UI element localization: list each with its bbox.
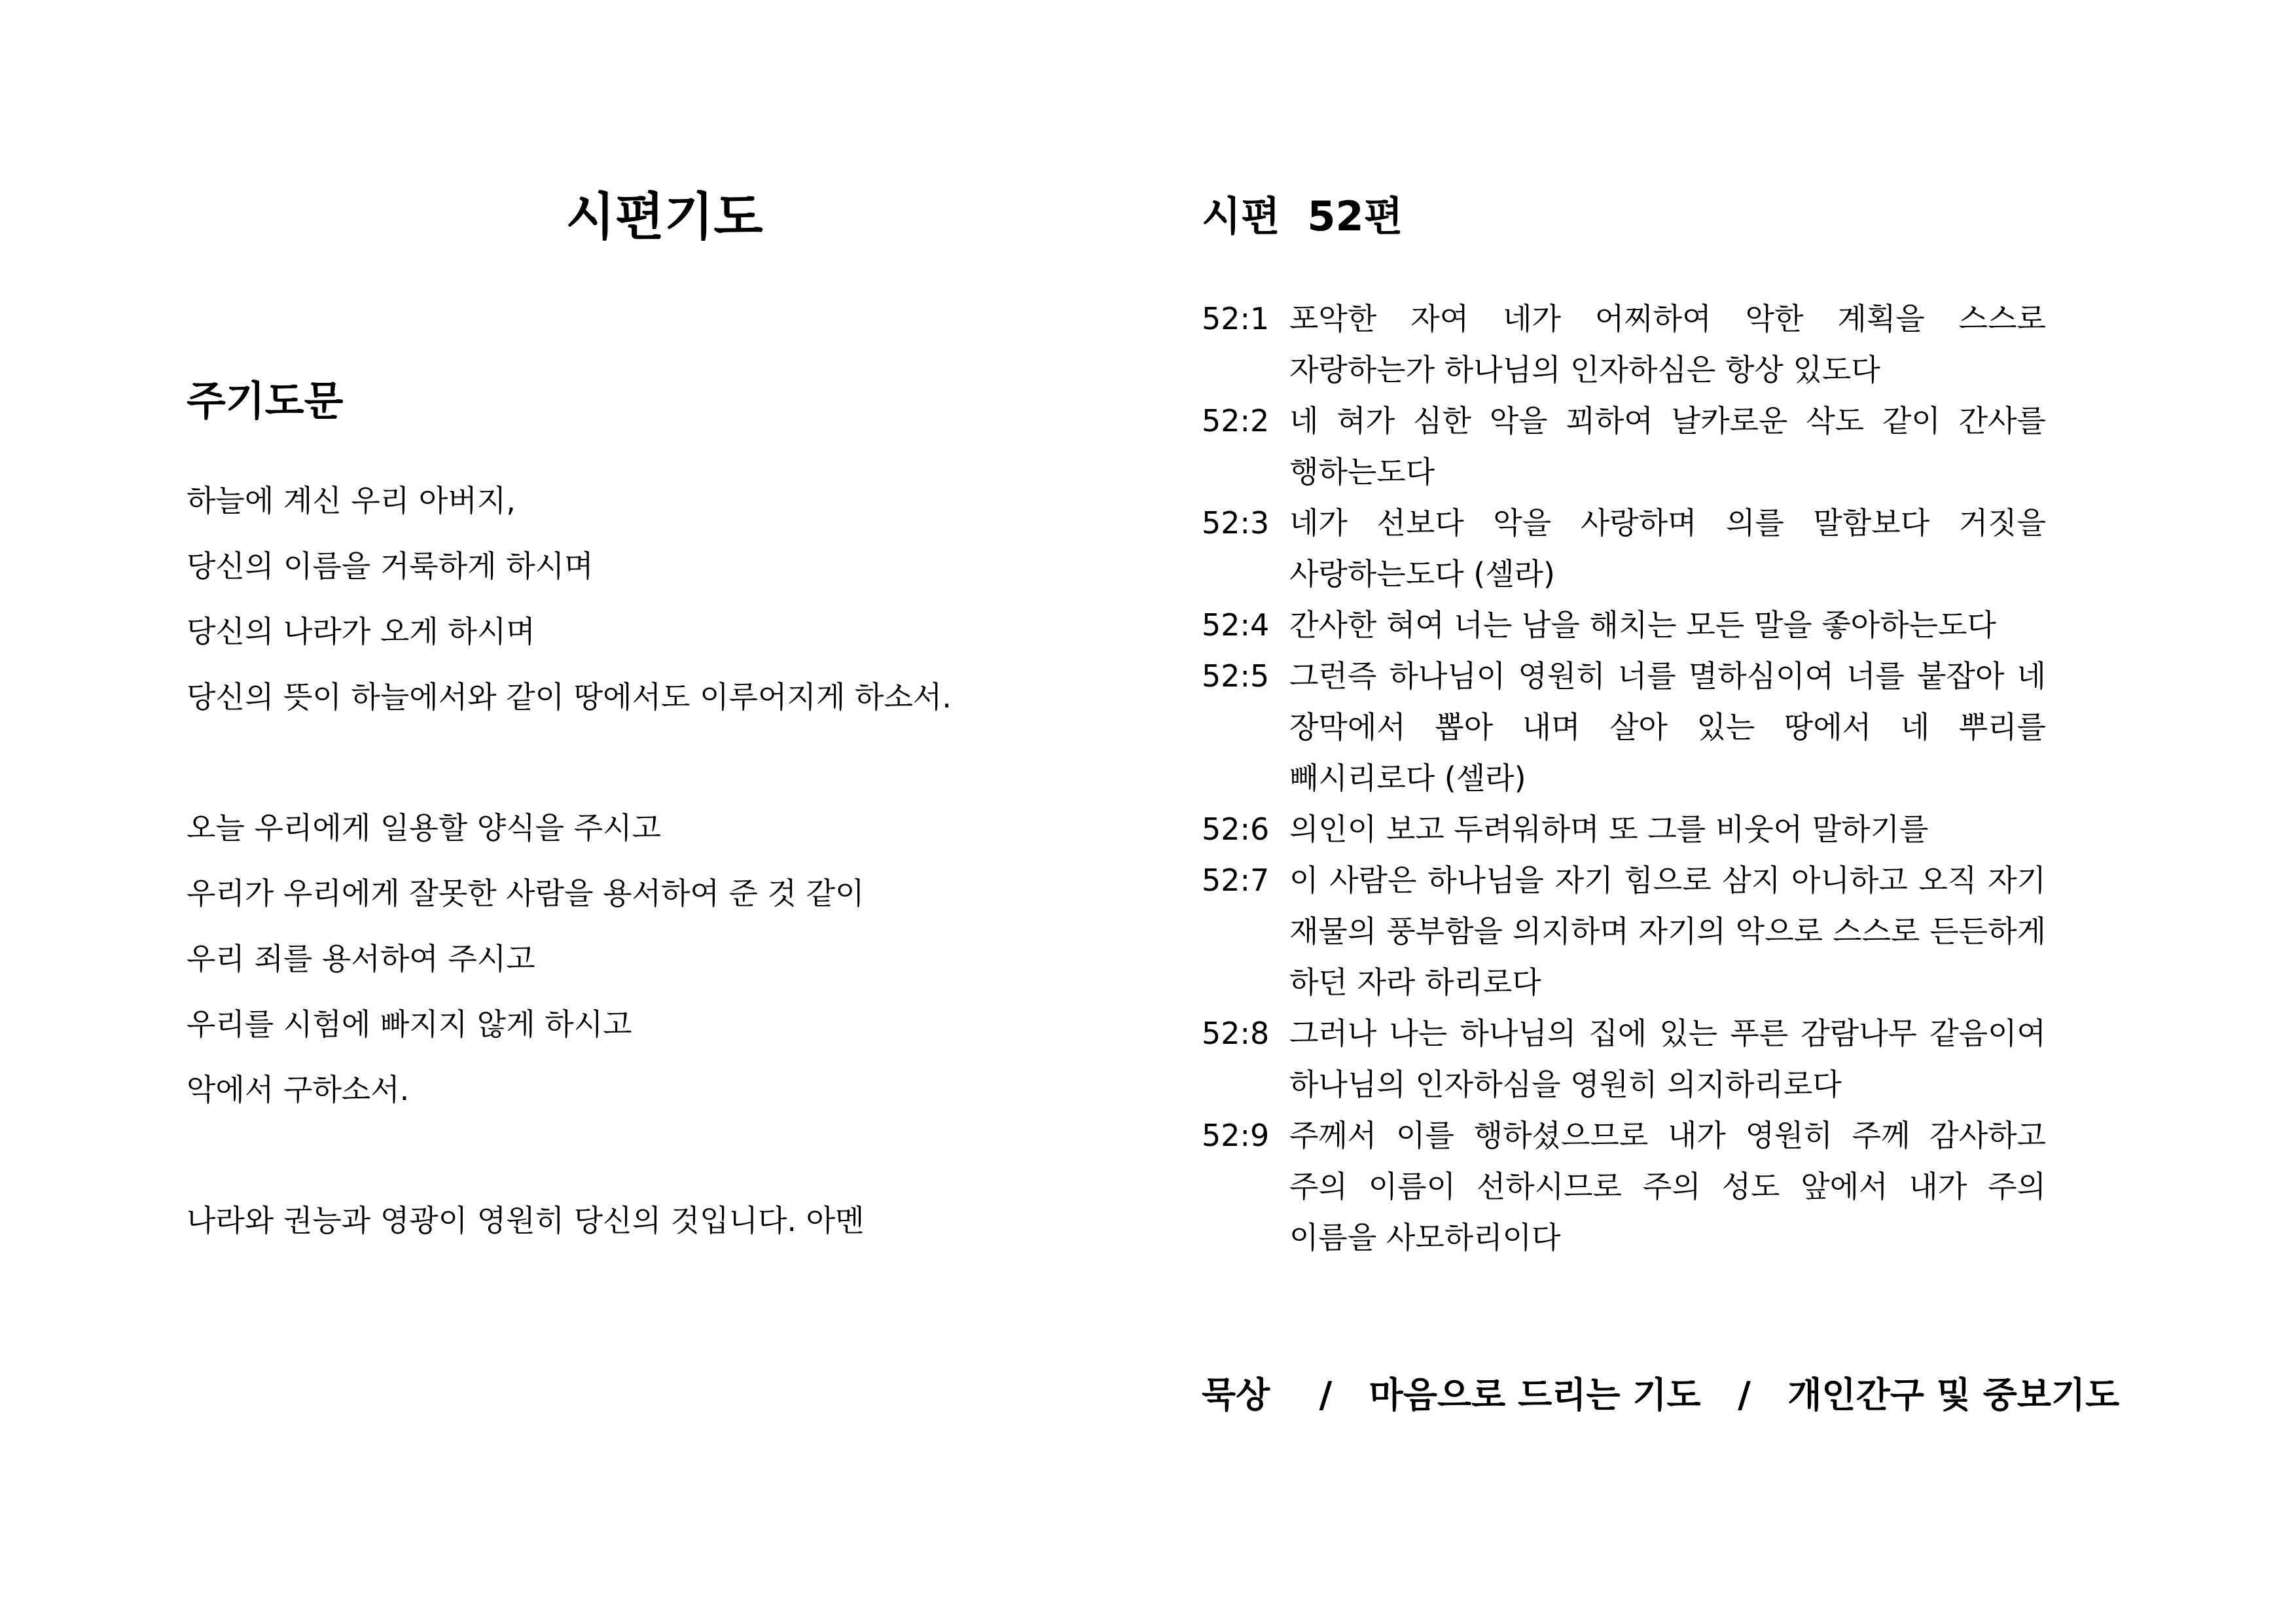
verse-number: 52:3: [1202, 505, 1270, 541]
prayer-line: 당신의 나라가 오게 하시며: [187, 614, 535, 649]
worship-order-footer: 묵상 / 마음으로 드리는 기도 / 개인간구 및 중보기도: [1202, 1374, 2120, 1416]
prayer-line: 우리 죄를 용서하여 주시고: [187, 941, 535, 976]
verse-text: 그러나 나는 하나님의 집에 있는 푸른 감람나무 같음이여 하나님의 인자하심을 영원히 의지하리로다: [1289, 1016, 2046, 1102]
verse-number: 52:5: [1202, 658, 1270, 694]
verse-text: 이 사람은 하나님을 자기 힘으로 삼지 아니하고 오직 자기 재물의 풍부함을 의지하며 자기의 악으로 스스로 든든하게 하던 자라 하리로다: [1289, 863, 2046, 1000]
verse-number: 52:7: [1202, 863, 1270, 898]
prayer-line: 우리를 시험에 빠지지 않게 하시고: [187, 1007, 632, 1042]
lords-prayer-heading: 주기도문: [187, 377, 344, 425]
verse-text: 네 혀가 심한 악을 꾀하여 날카로운 삭도 같이 간사를 행하는도다: [1289, 403, 2046, 490]
psalm-heading: 시편 52편: [1202, 192, 1403, 240]
verse-number: 52:4: [1202, 607, 1270, 643]
verse-text: 포악한 자여 네가 어찌하여 악한 계획을 스스로 자랑하는가 하나님의 인자하심은 항상 있도다: [1289, 301, 2046, 387]
verse-number: 52:9: [1202, 1118, 1270, 1153]
verse-text: 네가 선보다 악을 사랑하며 의를 말함보다 거짓을 사랑하는도다 (셀라): [1289, 505, 2046, 592]
verse-text: 주께서 이를 행하셨으므로 내가 영원히 주께 감사하고 주의 이름이 선하시므로 주의 성도 앞에서 내가 주의 이름을 사모하리이다: [1289, 1118, 2046, 1255]
verse-text: 의인이 보고 두려워하며 또 그를 비웃어 말하기를: [1289, 812, 1929, 847]
prayer-line: 하늘에 계신 우리 아버지,: [187, 483, 516, 518]
verse-number: 52:2: [1202, 403, 1270, 438]
prayer-line: 당신의 뜻이 하늘에서와 같이 땅에서도 이루어지게 하소서.: [187, 679, 952, 715]
prayer-line: 우리가 우리에게 잘못한 사람을 용서하여 준 것 같이: [187, 876, 865, 911]
verse-text: 그런즉 하나님이 영원히 너를 멸하심이여 너를 붙잡아 네 장막에서 뽑아 내며 살아 있는 땅에서 네 뿌리를 빼시리로다 (셀라): [1289, 658, 2046, 796]
verse-text: 간사한 혀여 너는 남을 해치는 모든 말을 좋아하는도다: [1289, 607, 1996, 643]
prayer-line: 오늘 우리에게 일용할 양식을 주시고: [187, 810, 662, 846]
verse-number: 52:6: [1202, 812, 1270, 847]
verse-number: 52:8: [1202, 1016, 1270, 1051]
prayer-line: 나라와 권능과 영광이 영원히 당신의 것입니다. 아멘: [187, 1203, 865, 1238]
page-title: 시편기도: [565, 188, 763, 247]
prayer-line: 악에서 구하소서.: [187, 1072, 410, 1107]
verse-number: 52:1: [1202, 301, 1270, 336]
prayer-line: 당신의 이름을 거룩하게 하시며: [187, 548, 594, 584]
